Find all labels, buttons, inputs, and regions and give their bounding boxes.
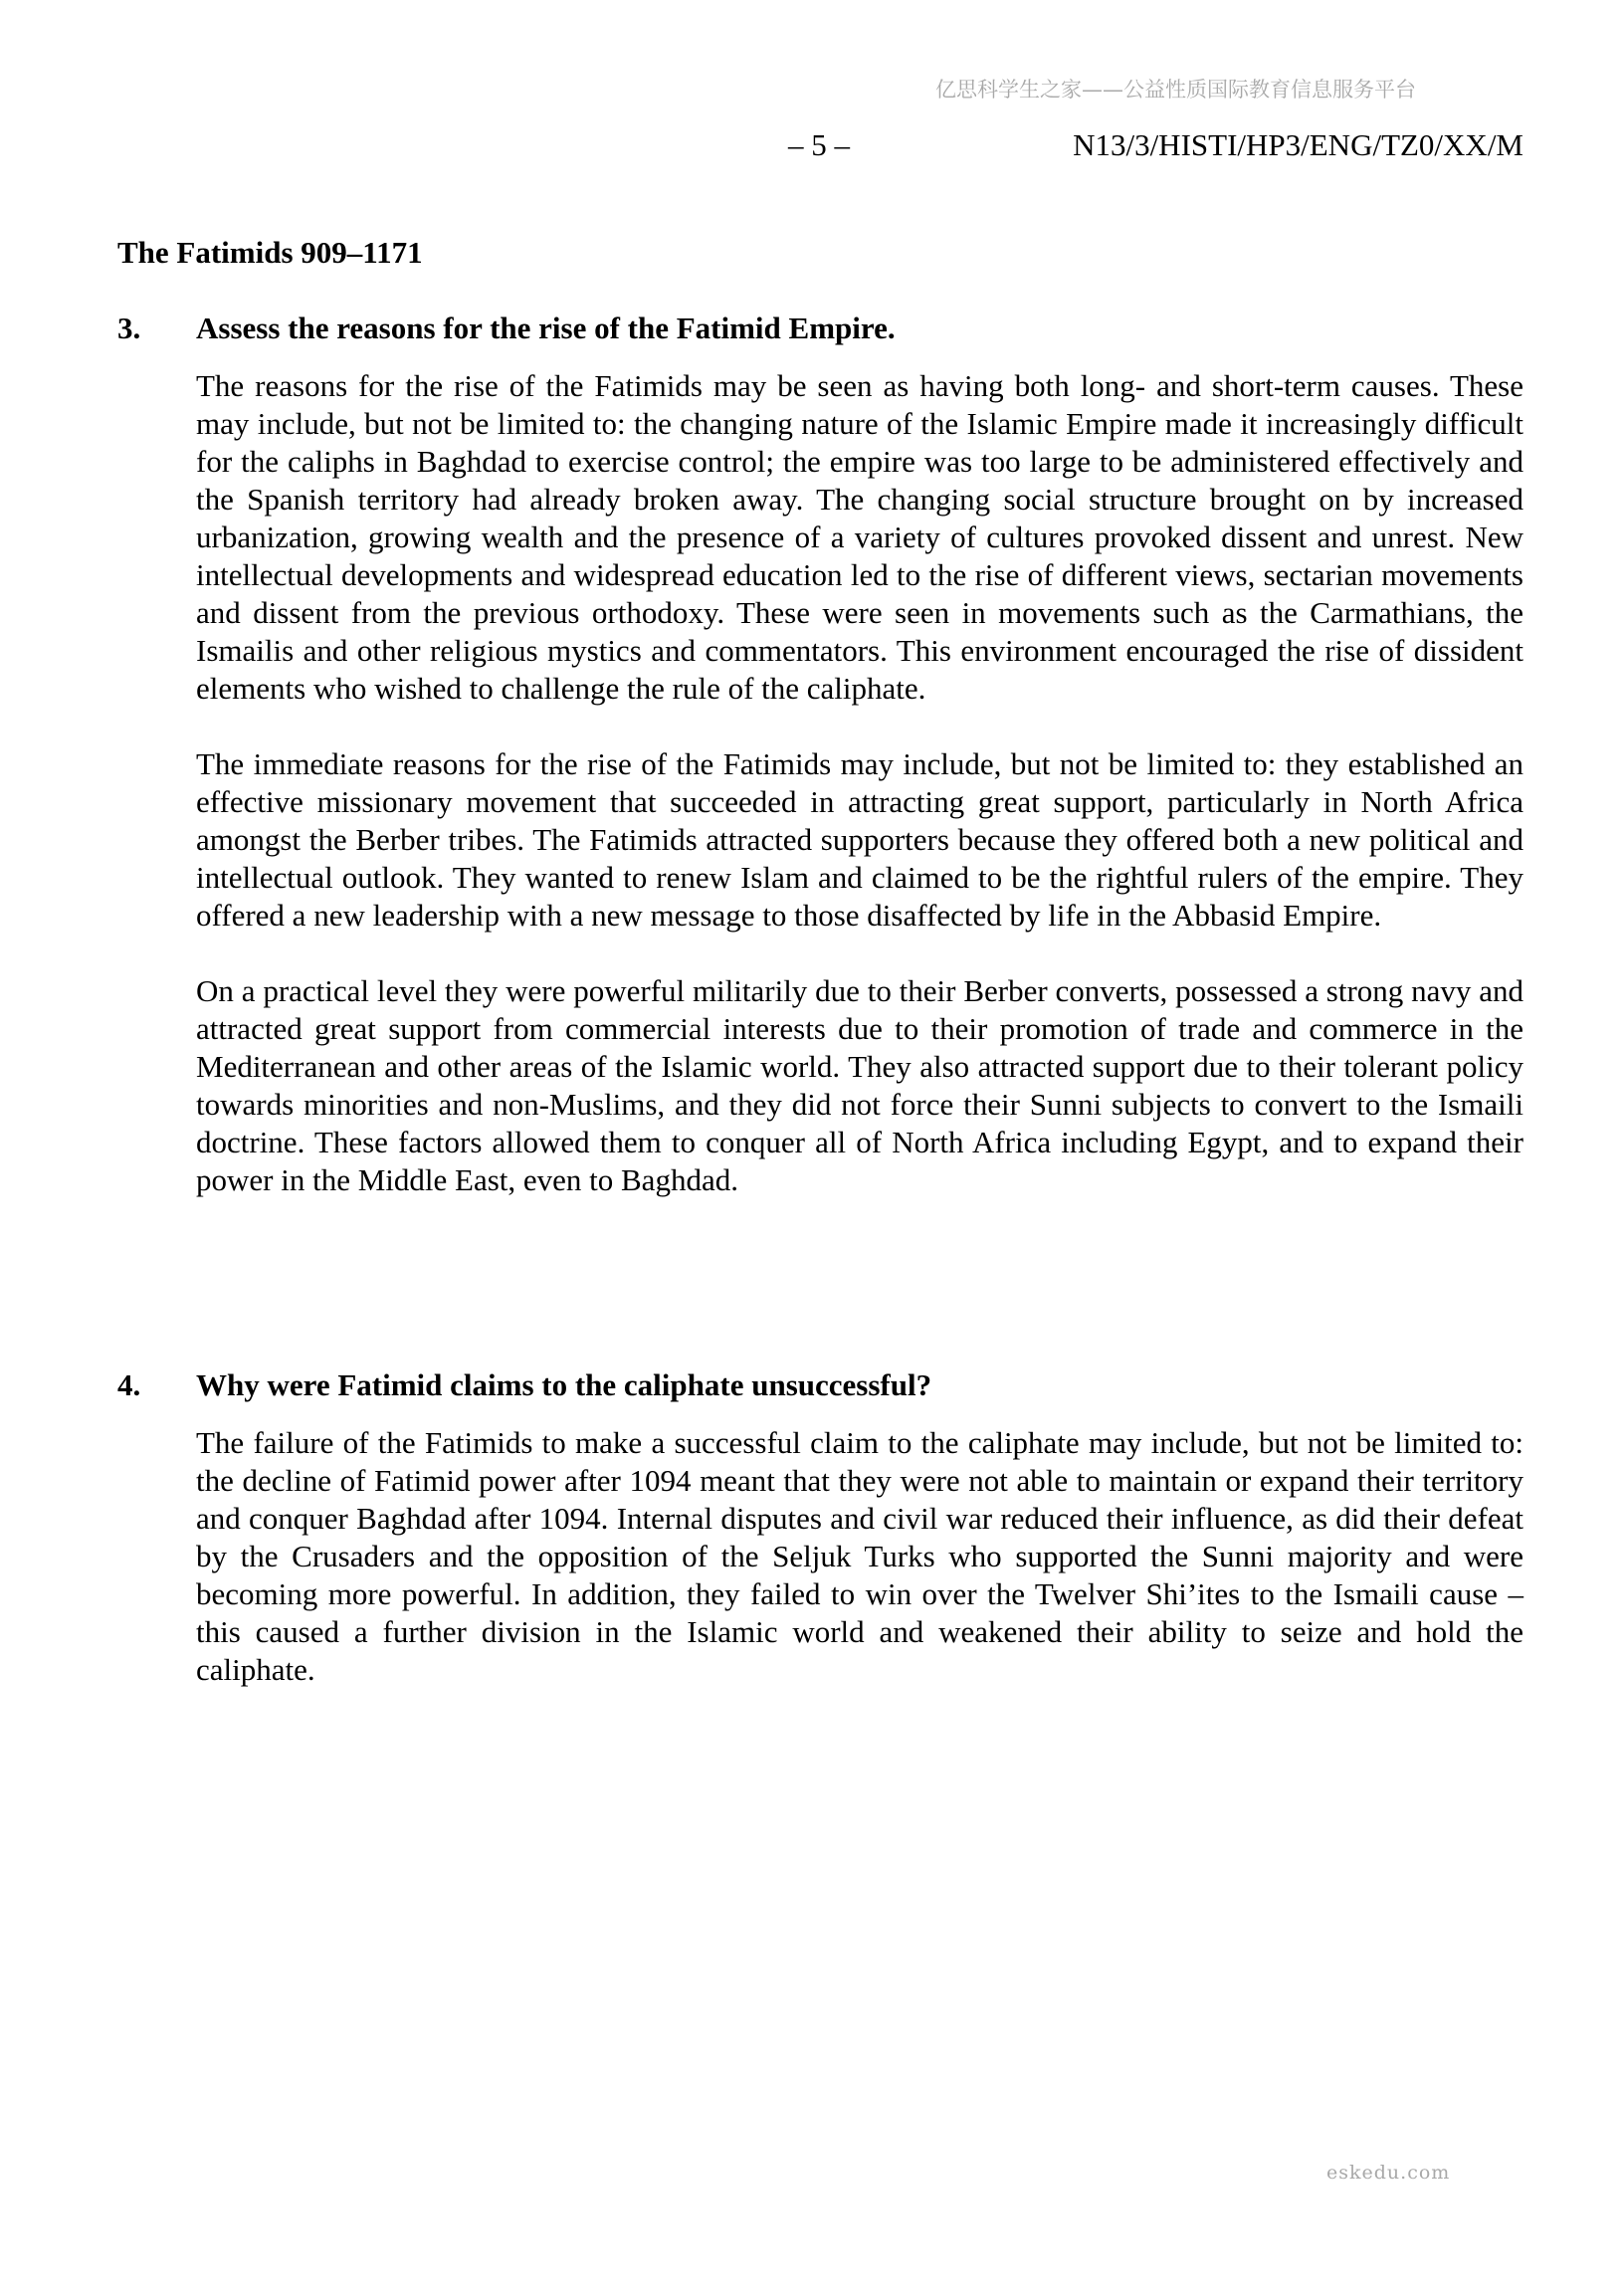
answer-paragraph: The reasons for the rise of the Fatimids may be seen as having both long- and short-term causes. These may include, but not be limited to: the changing nature of the Islamic Empire made it increasingly difficult for the caliphs in Baghdad to exercise control; the empire was too large to be administered effectively and the Spanish territory had already broken away. The changing social structure brought on by increased urbanization, growing wealth and the presence of a variety of cultures provoked dissent and unrest. New intellectual developments and widespread education led to the rise of different views, sectarian movements and dissent from the previous orthodoxy. These were seen in movements such as the Carmathians, the Ismailis and other religious mystics and commentators. This environment encouraged the rise of dissident elements who wished to challenge the rule of the caliphate. bbox=[196, 368, 1523, 706]
answer-paragraph: The immediate reasons for the rise of the Fatimids may include, but not be limited to: they established an effective missionary movement that succeeded in attracting great support, particularly in North Africa amongst the Berber tribes. The Fatimids attracted supporters because they offered both a new political and intellectual outlook. They wanted to renew Islam and claimed to be the rightful rulers of the empire. They offered a new leadership with a new message to those disaffected by life in the Abbasid Empire. bbox=[196, 746, 1523, 933]
answer-body bbox=[196, 1424, 1523, 1689]
watermark-top: 亿思科学生之家——公益性质国际教育信息服务平台 bbox=[935, 78, 1416, 102]
document-code: N13/3/HISTI/HP3/ENG/TZ0/XX/M bbox=[1073, 127, 1523, 162]
question-number: 4. bbox=[117, 1367, 141, 1402]
question-heading bbox=[117, 310, 1523, 347]
question-4 bbox=[117, 1366, 1523, 1727]
page-number: – 5 – bbox=[788, 127, 850, 162]
watermark-bottom: eskedu.com bbox=[1326, 2162, 1451, 2184]
question-number: 3. bbox=[117, 311, 141, 345]
answer-paragraph: The failure of the Fatimids to make a successful claim to the caliphate may include, but not be limited to: the decline of Fatimid power after 1094 meant that they were not able to maintain or expand their territory and conquer Baghdad after 1094. Internal disputes and civil war reduced their influence, as did their defeat by the Crusaders and the opposition of the Seljuk Turks who supported the Sunni majority and were becoming more powerful. In addition, they failed to win over the Twelver Shi’ites to the Ismaili cause – this caused a further division in the Islamic world and weakened their ability to seize and hold the caliphate. bbox=[196, 1425, 1523, 1687]
question-title: Assess the reasons for the rise of the Fatimid Empire. bbox=[196, 311, 896, 345]
answer-body bbox=[196, 367, 1523, 1199]
question-heading bbox=[117, 1366, 1523, 1404]
section-title: The Fatimids 909–1171 bbox=[117, 235, 423, 270]
question-3 bbox=[117, 310, 1523, 1237]
question-title: Why were Fatimid claims to the caliphate unsuccessful? bbox=[196, 1367, 932, 1402]
answer-paragraph: On a practical level they were powerful militarily due to their Berber converts, possessed a strong navy and attracted great support from commercial interests due to their promotion of trade and commerce in the Mediterranean and other areas of the Islamic world. They also attracted support due to their tolerant policy towards minorities and non-Muslims, and they did not force their Sunni subjects to convert to the Ismaili doctrine. These factors allowed them to conquer all of North Africa including Egypt, and to expand their power in the Middle East, even to Baghdad. bbox=[196, 973, 1523, 1197]
